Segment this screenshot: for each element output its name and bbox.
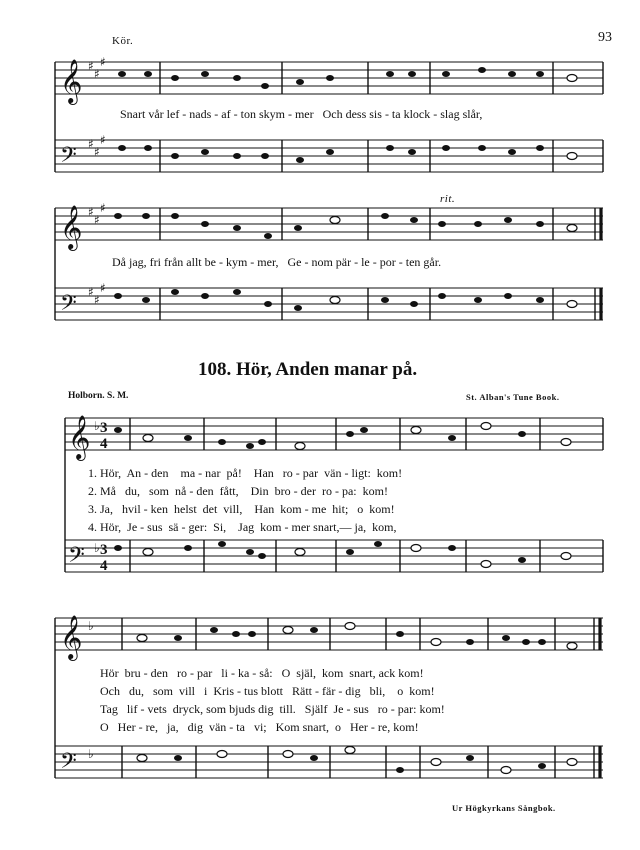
svg-text:♭: ♭ [94,541,100,555]
verse-2-line1: 2. Må du, som nå - den fått, Din bro - der ro - pa: kom! [88,484,388,498]
treble-clef-icon: 𝄞 [60,205,83,249]
tune-source: St. Alban's Tune Book. [466,392,560,402]
svg-text:♯: ♯ [100,281,106,295]
hymn1-lyric-line2: Då jag, fri från allt be - kym - mer, Ge - nom pär - le - por - ten går. [112,255,442,269]
bass-clef-icon: 𝄢 [68,543,85,573]
treble-clef-icon: 𝄞 [60,615,83,659]
bass-clef-icon: 𝄢 [60,749,77,779]
time-sig-bottom: 4 [100,436,108,452]
treble-clef-icon: 𝄞 [68,415,91,459]
bass-clef-icon: 𝄢 [60,291,77,321]
treble-clef-icon: 𝄞 [60,59,83,103]
verse-4-line1: 4. Hör, Je - sus sä - ger: Si, Jag kom - mer snart,— ja, kom, [88,520,397,534]
svg-text:♯: ♯ [100,133,106,147]
time-sig-top: 3 [100,420,108,436]
verse-2-line2: Och du, som vill i Kris - tus blott Rätt - fär - dig bli, o kom! [100,684,435,698]
svg-text:♯: ♯ [88,59,94,73]
svg-text:♭: ♭ [94,419,100,433]
svg-text:♯: ♯ [94,293,100,307]
svg-text:♯: ♯ [100,201,106,215]
svg-text:♭: ♭ [88,747,94,761]
svg-text:♯: ♯ [94,213,100,227]
hymn1-system2 [0,200,640,340]
treble-staff [55,201,603,251]
attribution: Ur Högkyrkans Sångbok. [452,803,556,813]
svg-text:♯: ♯ [88,285,94,299]
hymn-title: 108. Hör, Anden manar på. [198,359,418,380]
svg-text:4: 4 [100,558,108,574]
svg-text:♯: ♯ [88,137,94,151]
svg-text:♯: ♯ [94,145,100,159]
verse-1-line1: 1. Hör, An - den ma - nar på! Han ro - par vän - ligt: kom! [88,466,403,480]
page-number: 93 [598,30,612,45]
bass-clef-icon: 𝄢 [60,143,77,173]
bass-staff [55,281,603,321]
svg-text:♭: ♭ [88,619,94,633]
bass-staff [55,746,603,779]
tempo-mark: Kör. [112,35,134,47]
verse-4-line2: O Her - re, ja, dig vän - ta vi; Kom snart, o Her - re, kom! [100,720,419,734]
verse-1-line2: Hör bru - den ro - par li - ka - så: O själ, kom snart, ack kom! [100,666,424,680]
verse-3-line2: Tag lif - vets dryck, som bjuds dig till. Själf Je - sus ro - par: kom! [100,702,445,716]
svg-text:♯: ♯ [94,67,100,81]
svg-text:♯: ♯ [88,205,94,219]
svg-text:3: 3 [100,542,108,558]
bass-staff [65,540,603,574]
svg-text:♯: ♯ [100,55,106,69]
hymn2-system2 [0,600,640,800]
verse-3-line1: 3. Ja, hvil - ken helst det vill, Han kom - me hit; o kom! [88,502,395,516]
tune-name: Holborn. S. M. [68,391,129,401]
rit-mark: rit. [440,193,456,205]
hymn1-lyric-line1: Snart vår lef - nads - af - ton skym - mer Och dess sis - ta klock - slag slår, [120,107,483,121]
